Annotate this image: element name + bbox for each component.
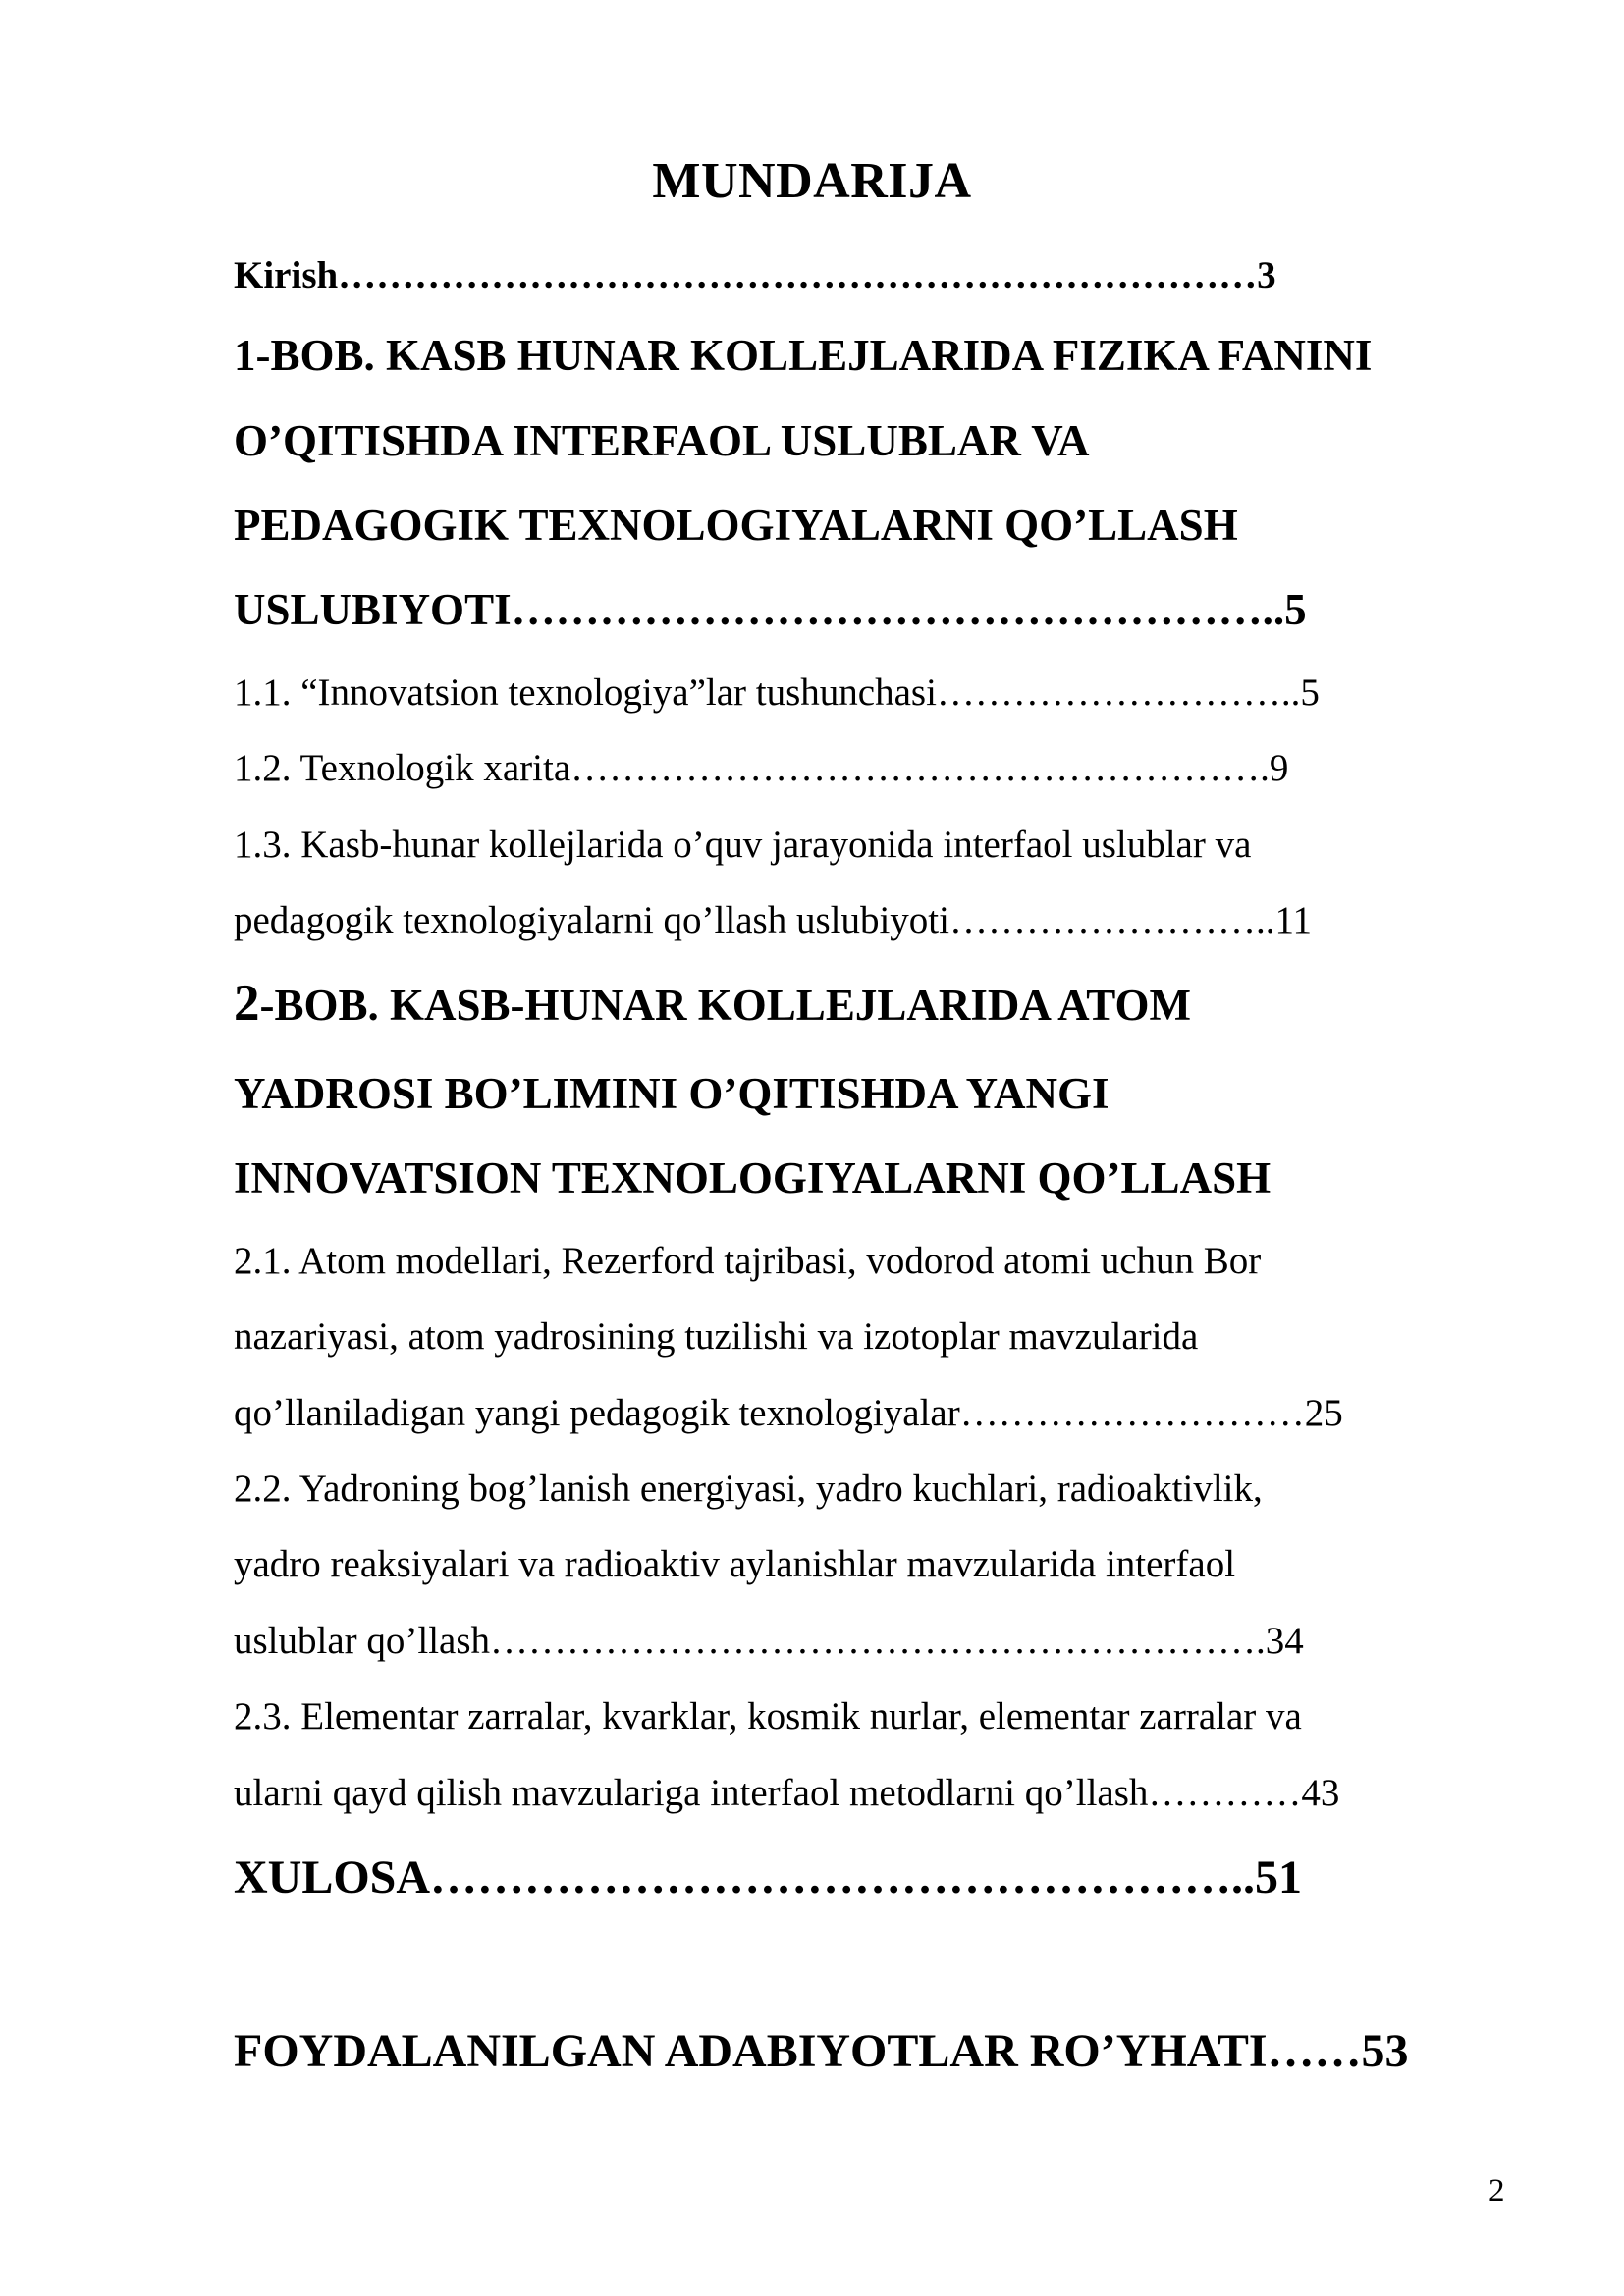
page-number: 2 (1489, 2173, 1505, 2209)
chapter-2-title-rest: -BOB. KASB-HUNAR KOLLEJLARIDA ATOM (259, 981, 1191, 1030)
toc-chapter-2-line-2: YADROSI BO’LIMINI O’QITISHDA YANGI (234, 1069, 1110, 1118)
toc-chapter-1-line-3: PEDAGOGIK TEXNOLOGIYALARNI QO’LLASH (234, 501, 1238, 550)
toc-entry-1-1: 1.1. “Innovatsion texnologiya”lar tushunchasi………………………..5 (234, 671, 1320, 714)
toc-entry-2-2-line-1: 2.2. Yadroning bog’lanish energiyasi, yadro kuchlari, radioaktivlik, (234, 1468, 1263, 1510)
toc-entry-1-2: 1.2. Texnologik xarita……………………………………………….9 (234, 747, 1289, 789)
chapter-2-number: 2 (234, 975, 260, 1032)
toc-entry-kirish: Kirish………………………………………………………………3 (234, 254, 1276, 296)
toc-entry-2-2-line-2: yadro reaksiyalari va radioaktiv aylanishlar mavzularida interfaol (234, 1543, 1236, 1585)
toc-chapter-2-line-3: INNOVATSION TEXNOLOGIYALARNI QO’LLASH (234, 1153, 1272, 1202)
toc-chapter-1-line-4: USLUBIYOTI……………………………………………..5 (234, 585, 1307, 634)
toc-entry-1-3-line-1: 1.3. Kasb-hunar kollejlarida o’quv jarayonida interfaol uslublar va (234, 824, 1252, 866)
toc-entry-2-1-line-1: 2.1. Atom modellari, Rezerford tajribasi, vodorod atomi uchun Bor (234, 1240, 1262, 1282)
toc-entry-2-3-line-2: ularni qayd qilish mavzulariga interfaol metodlarni qo’llash…………43 (234, 1772, 1340, 1814)
toc-entry-1-3-line-2: pedagogik texnologiyalarni qo’llash uslubiyoti……………………..11 (234, 899, 1313, 941)
toc-entry-references: FOYDALANILGAN ADABIYOTLAR RO’YHATI……53 (234, 2025, 1409, 2077)
toc-entry-2-1-line-3: qo’llaniladigan yangi pedagogik texnologiyalar………………………25 (234, 1392, 1343, 1434)
toc-chapter-2-line-1 (234, 975, 1191, 1032)
toc-entry-2-2-line-3: uslublar qo’llash…………………………………………………….34 (234, 1620, 1304, 1662)
toc-chapter-1-line-1: 1-BOB. KASB HUNAR KOLLEJLARIDA FIZIKA FANINI (234, 331, 1373, 380)
toc-entry-2-3-line-1: 2.3. Elementar zarralar, kvarklar, kosmik nurlar, elementar zarralar va (234, 1695, 1302, 1737)
toc-entry-xulosa: XULOSA……………………………………………..51 (234, 1851, 1303, 1903)
toc-entry-2-1-line-2: nazariyasi, atom yadrosining tuzilishi va izotoplar mavzularida (234, 1315, 1199, 1358)
toc-chapter-1-line-2: O’QITISHDA INTERFAOL USLUBLAR VA (234, 416, 1090, 465)
page-title: MUNDARIJA (652, 153, 972, 209)
